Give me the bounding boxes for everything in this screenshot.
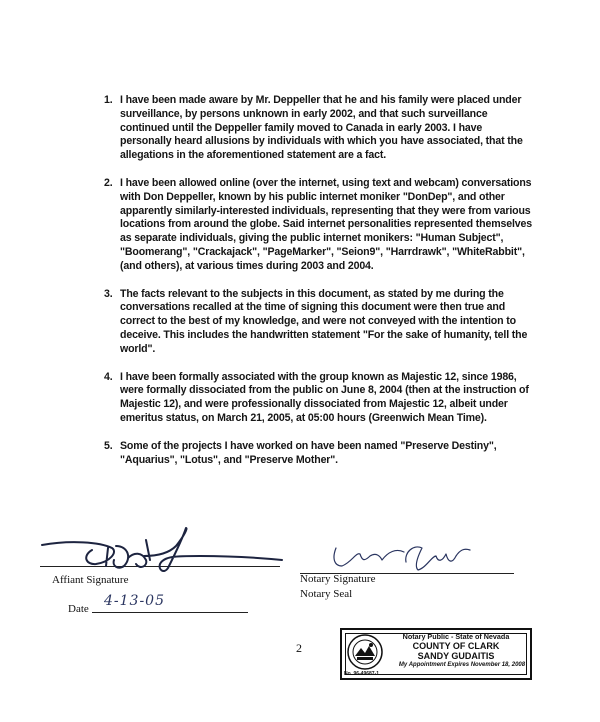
- notary-stamp: [340, 628, 532, 680]
- statement-text: The facts relevant to the subjects in this document, as stated by me during the conversations recalled at the time of signing this document were then true and correct to the best of my knowledge, and were not conveyed with the intention to deceive. This includes the handwritten statement "For the sake of humanity, tell the world".: [120, 287, 528, 355]
- statement-text: I have been made aware by Mr. Deppeller that he and his family were placed under surveillance, by persons unknown in early 2002, and that such surveillance continued until the Deppeller family moved to Canada in early 2003. I have personally heard allusions by individuals with which you have associated, that the allegations in the aforementioned statement are a fact.: [120, 94, 523, 162]
- statement-number: 4.: [104, 370, 113, 383]
- statement-text: I have been formally associated with the group known as Majestic 12, since 1986, were formally dissociated from the public on June 8, 2004 (then at the instruction of Majestic 12), and were professionally dissociated from Majestic 12, albeit under emeritus status, on March 21, 2005, at 05:00 hours (Greenwich Mean Time).: [120, 370, 529, 424]
- statement-text: I have been allowed online (over the internet, using text and webcam) conversations with Don Deppeller, known by his public internet moniker "DonDep", and other apparently similarly-interested individuals, representing that they were from various locations from around the globe. Said internet personalities represented themselves as separate individuals, giving the public internet monikers: "Human Subject", "Boomerang", "Crackajack", "PageMarker", "Seion9", "Harrdrawk", "WhiteRabbit", (and others), at various times during 2003 and 2004.: [120, 176, 532, 272]
- stamp-number: No. 96-49687-1: [344, 671, 380, 677]
- page-number: 2: [296, 641, 302, 655]
- date-value-handwritten: 4-13-05: [104, 593, 165, 609]
- affiant-signature-label: Affiant Signature: [52, 574, 129, 586]
- stamp-notary-name: SANDY GUDAITIS: [417, 651, 495, 661]
- notary-seal-label: Notary Seal: [300, 588, 353, 600]
- date-label: Date: [68, 603, 89, 615]
- statement-number: 3.: [104, 287, 113, 300]
- statement-text: Some of the projects I have worked on have been named "Preserve Destiny", "Aquarius", "Lotus", and "Preserve Mother".: [120, 439, 497, 466]
- statement-number: 1.: [104, 94, 113, 106]
- stamp-expiration: My Appointment Expires November 18, 2008: [398, 662, 526, 668]
- statement-number: 2.: [104, 176, 113, 189]
- stamp-text: [386, 632, 526, 669]
- statement-number: 5.: [104, 439, 113, 452]
- stamp-county: COUNTY OF CLARK: [412, 641, 500, 651]
- notary-signature-label: Notary Signature: [300, 573, 376, 585]
- stamp-title: Notary Public - State of Nevada: [402, 632, 510, 641]
- state-seal-icon: [347, 634, 383, 670]
